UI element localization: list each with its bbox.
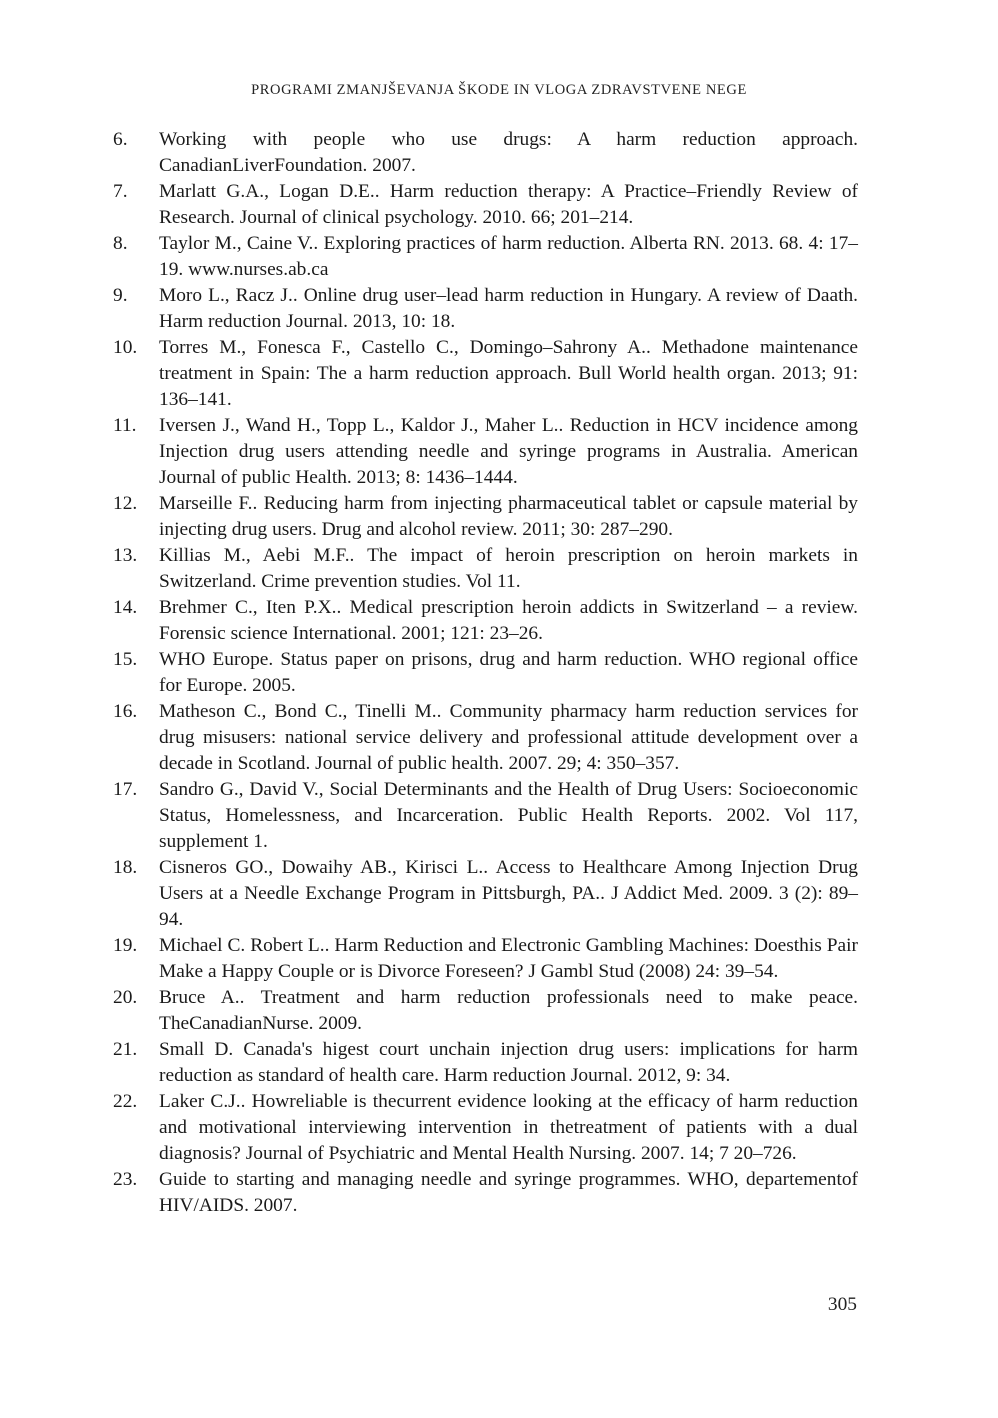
running-header: PROGRAMI ZMANJŠEVANJA ŠKODE IN VLOGA ZDRAVSTVENE NEGE xyxy=(251,82,747,98)
reference-item xyxy=(113,335,858,413)
reference-item xyxy=(113,231,858,283)
reference-list xyxy=(113,127,858,1219)
reference-item xyxy=(113,127,858,179)
reference-number: 10. xyxy=(113,337,138,358)
reference-number: 21. xyxy=(113,1039,138,1060)
reference-item xyxy=(113,179,858,231)
reference-number: 7. xyxy=(113,181,128,202)
reference-number: 18. xyxy=(113,857,138,878)
reference-text: Small D. Canada's higest court unchain injection drug users: implications for harm reduction as standard of health care. Harm reduction Journal. 2012, 9: 34. xyxy=(159,1039,858,1086)
page-number: 305 xyxy=(827,1294,857,1315)
reference-item xyxy=(113,647,858,699)
reference-item xyxy=(113,777,858,855)
reference-item xyxy=(113,283,858,335)
reference-text: Torres M., Fonesca F., Castello C., Domingo–Sahrony A.. Methadone maintenance treatment in Spain: The a harm reduction approach. Bull World health organ. 2013; 91: 136–141. xyxy=(159,337,858,410)
reference-number: 23. xyxy=(113,1169,138,1190)
reference-item xyxy=(113,1037,858,1089)
reference-number: 12. xyxy=(113,493,138,514)
reference-item xyxy=(113,855,858,933)
reference-text: WHO Europe. Status paper on prisons, drug and harm reduction. WHO regional office for Europe. 2005. xyxy=(159,649,858,696)
reference-number: 6. xyxy=(113,129,128,150)
reference-text: Marseille F.. Reducing harm from injecting pharmaceutical tablet or capsule material by injecting drug users. Drug and alcohol review. 2011; 30: 287–290. xyxy=(159,493,858,540)
reference-text: Marlatt G.A., Logan D.E.. Harm reduction therapy: A Practice–Friendly Review of Research. Journal of clinical psychology. 2010. 66; 201–214. xyxy=(159,181,858,228)
reference-text: Moro L., Racz J.. Online drug user–lead harm reduction in Hungary. A review of Daath. Harm reduction Journal. 2013, 10: 18. xyxy=(159,285,858,332)
reference-text: Taylor M., Caine V.. Exploring practices of harm reduction. Alberta RN. 2013. 68. 4: 17–19. www.nurses.ab.ca xyxy=(159,233,858,280)
reference-text: Bruce A.. Treatment and harm reduction professionals need to make peace. TheCanadianNurse. 2009. xyxy=(159,987,858,1034)
reference-text: Iversen J., Wand H., Topp L., Kaldor J., Maher L.. Reduction in HCV incidence among Injection drug users attending needle and syringe programs in Australia. American Journal of public Health. 2013; 8: 1436–1444. xyxy=(159,415,858,488)
reference-item xyxy=(113,543,858,595)
reference-item xyxy=(113,413,858,491)
reference-number: 20. xyxy=(113,987,138,1008)
reference-number: 15. xyxy=(113,649,138,670)
reference-text: Sandro G., David V., Social Determinants and the Health of Drug Users: Socioeconomic Status, Homelessness, and Incarceration. Public Health Reports. 2002. Vol 117, supplement 1. xyxy=(159,779,858,852)
reference-item xyxy=(113,491,858,543)
reference-item xyxy=(113,1167,858,1219)
reference-text: Michael C. Robert L.. Harm Reduction and Electronic Gambling Machines: Doesthis Pair Make a Happy Couple or is Divorce Foreseen? J Gambl Stud (2008) 24: 39–54. xyxy=(159,935,858,982)
reference-item xyxy=(113,985,858,1037)
reference-number: 22. xyxy=(113,1091,138,1112)
reference-text: Killias M., Aebi M.F.. The impact of heroin prescription on heroin markets in Switzerland. Crime prevention studies. Vol 11. xyxy=(159,545,858,592)
reference-number: 14. xyxy=(113,597,138,618)
reference-item xyxy=(113,699,858,777)
reference-text: Laker C.J.. Howreliable is thecurrent evidence looking at the efficacy of harm reduction and motivational interviewing intervention in thetreatment of patients with a dual diagnosis? Journal of Psychiatric and Mental Health Nursing. 2007. 14; 7 20–726. xyxy=(159,1091,858,1164)
reference-text: Brehmer C., Iten P.X.. Medical prescription heroin addicts in Switzerland – a review. Forensic science International. 2001; 121: 23–26. xyxy=(159,597,858,644)
reference-number: 8. xyxy=(113,233,128,254)
reference-item xyxy=(113,933,858,985)
reference-text: Matheson C., Bond C., Tinelli M.. Community pharmacy harm reduction services for drug misusers: national service delivery and professional attitude development over a decade in Scotland. Journal of public health. 2007. 29; 4: 350–357. xyxy=(159,701,858,774)
reference-number: 13. xyxy=(113,545,138,566)
reference-text: Cisneros GO., Dowaihy AB., Kirisci L.. Access to Healthcare Among Injection Drug Users at a Needle Exchange Program in Pittsburgh, PA.. J Addict Med. 2009. 3 (2): 89–94. xyxy=(159,857,858,930)
reference-number: 9. xyxy=(113,285,128,306)
reference-number: 19. xyxy=(113,935,138,956)
reference-number: 17. xyxy=(113,779,138,800)
reference-text: Working with people who use drugs: A harm reduction approach. CanadianLiverFoundation. 2007. xyxy=(159,129,858,176)
reference-number: 16. xyxy=(113,701,138,722)
reference-item xyxy=(113,595,858,647)
reference-number: 11. xyxy=(113,415,137,436)
reference-text: Guide to starting and managing needle and syringe programmes. WHO, departementof HIV/AIDS. 2007. xyxy=(159,1169,858,1216)
reference-item xyxy=(113,1089,858,1167)
